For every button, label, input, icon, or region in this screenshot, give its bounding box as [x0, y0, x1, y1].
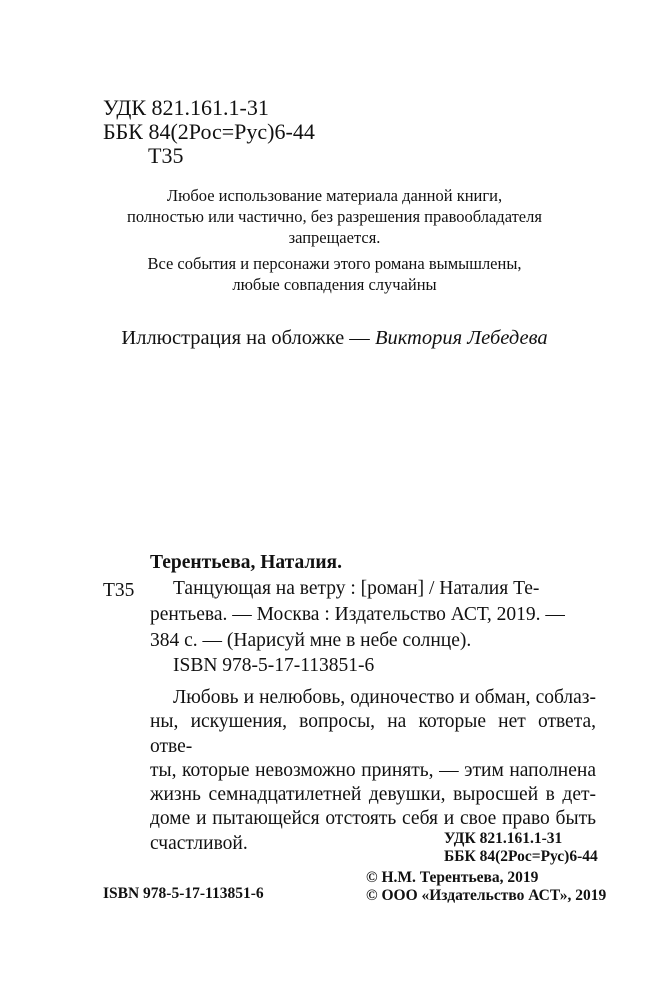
copyright-author: © Н.М. Терентьева, 2019	[366, 869, 539, 886]
copyright-block	[366, 869, 606, 905]
classification-block	[103, 96, 315, 168]
author-sign: Т35	[148, 143, 184, 168]
copyright-notice-line-3: запрещается.	[288, 228, 381, 247]
udk-code: УДК 821.161.1-31	[103, 95, 269, 120]
illustration-credit	[0, 327, 669, 350]
copyright-notice-line-2: полностью или частично, без разрешения правообладателя	[127, 207, 542, 226]
illustration-label: Иллюстрация на обложке —	[121, 327, 370, 349]
catalog-line-2: рентьева. — Москва : Издательство АСТ, 2019. —	[150, 604, 565, 625]
annotation-line-1: Любовь и нелюбовь, одиночество и обман, соблаз-	[173, 687, 596, 708]
copyright-notice-line-1: Любое использование материала данной книги,	[166, 186, 503, 205]
annotation-line-5: доме и пытающейся отстоять себя и свое право быть	[150, 808, 596, 830]
footer-bbk: ББК 84(2Рос=Рус)6-44	[444, 848, 598, 865]
footer-classification	[444, 830, 598, 866]
fiction-disclaimer	[0, 253, 669, 295]
catalog-code: Т35	[103, 580, 135, 601]
annotation-line-4: жизнь семнадцатилетней девушки, выросшей в дет-	[150, 784, 596, 806]
bbk-code: ББК 84(2Рос=Рус)6-44	[103, 119, 315, 144]
illustration-artist: Виктория Лебедева	[374, 327, 548, 349]
catalog-author: Терентьева, Наталия.	[150, 552, 342, 573]
copyright-notice	[0, 185, 669, 248]
fiction-disclaimer-line-2: любые совпадения случайны	[232, 275, 437, 294]
catalog-description	[150, 576, 600, 654]
copyright-publisher: © ООО «Издательство АСТ», 2019	[366, 887, 607, 904]
annotation-line-6: счастливой.	[150, 832, 248, 854]
annotation-line-2: ны, искушения, вопросы, на которые нет ответа, отве-	[150, 711, 596, 757]
footer-isbn: ISBN 978-5-17-113851-6	[103, 885, 264, 902]
catalog-isbn: ISBN 978-5-17-113851-6	[173, 655, 375, 676]
footer-udk: УДК 821.161.1-31	[444, 830, 563, 847]
catalog-line-3: 384 с. — (Нарисуй мне в небе солнце).	[150, 630, 472, 651]
annotation-line-3: ты, которые невозможно принять, — этим наполнена	[150, 759, 596, 781]
catalog-line-1: Танцующая на ветру : [роман] / Наталия Те-	[173, 578, 540, 599]
fiction-disclaimer-line-1: Все события и персонажи этого романа вымышлены,	[147, 254, 522, 273]
